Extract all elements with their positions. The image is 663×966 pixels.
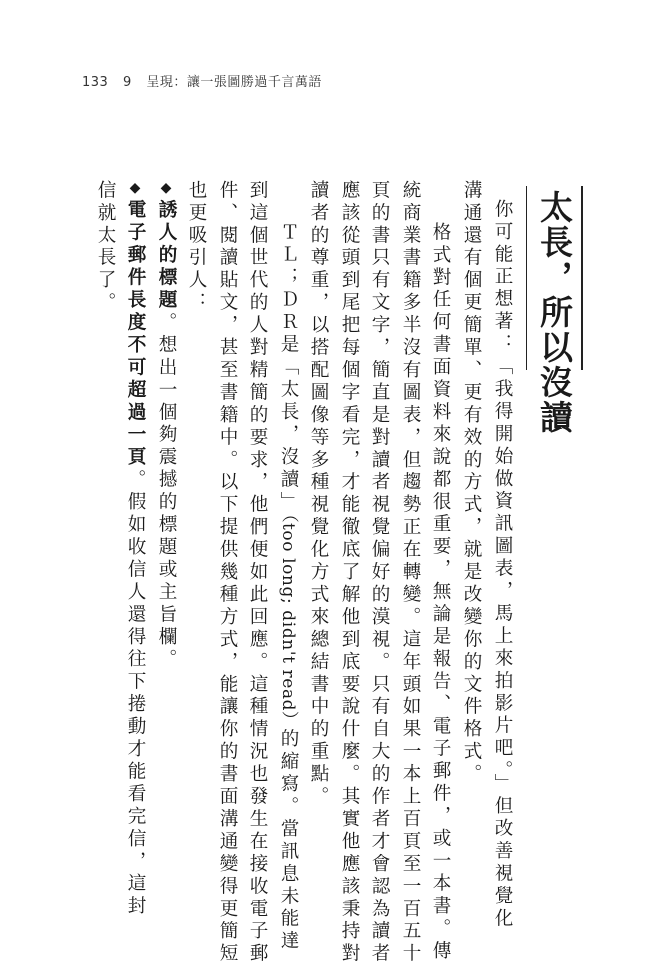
- tldr-latin-text: （too long; didn't read）: [278, 513, 298, 729]
- bullet-item-1: [152, 180, 180, 671]
- diamond-bullet-icon: ◆: [127, 180, 143, 200]
- chapter-title: 呈現：讓一張圖勝過千言萬語: [146, 75, 322, 90]
- paragraph-3-line-2: 到這個世代的人對精簡的要求，他們便如此回應。這種情況也發生在接收電子郵: [247, 180, 268, 966]
- bullet-1-text: 。想出一個夠震撼的標題或主旨欄。: [156, 312, 177, 672]
- paragraph-1-line-2: 溝通還有個更簡單、更有效的方式，就是改變你的文件格式。: [461, 180, 482, 787]
- bullet-item-2: [121, 180, 149, 918]
- paragraph-2-line-4: 應該從頭到尾把每個字看完，才能徹底了解他到底要說什麼。其實他應該秉持對: [339, 180, 360, 966]
- bullet-2-text: 。假如收信人還得往下捲動才能看完信，這封: [125, 469, 146, 919]
- paragraph-3-line-3: 件、閱讀貼文，甚至書籍中。以下提供幾種方式，能讓你的書面溝通變得更簡短: [217, 180, 238, 966]
- paragraph-2-line-3: 頁的書只有文字，簡直是對讀者視覺偏好的漠視。只有自大的作者才會認為讀者: [369, 180, 390, 966]
- bullet-2-bold: 電子郵件長度不可超過一頁: [125, 199, 146, 470]
- paragraph-2-line-1: 格式對任何書面資料來說都很重要，無論是報告、電子郵件，或一本書。傳: [430, 222, 451, 963]
- paragraph-1-line-1: 你可能正想著：「我得開始做資訊圖表，馬上來拍影片吧。」但改善視覺化: [492, 199, 513, 931]
- final-line: 信就太長了。: [95, 180, 116, 315]
- paragraph-3-line-1: [274, 222, 302, 953]
- chapter-number: 9: [122, 75, 132, 90]
- bullet-1-bold: 誘人的標題: [156, 199, 177, 313]
- paragraph-2-line-5: 讀者的尊重，以搭配圖像等多種視覺化方式來總結書中的重點。: [308, 180, 329, 809]
- tldr-text-a: ＴＬ；ＤＲ是「太長，沒讀」: [278, 222, 299, 514]
- tldr-text-b: 的縮寫。當訊息未能達: [278, 728, 299, 954]
- paragraph-3-line-4: 也更吸引人：: [186, 180, 207, 315]
- paragraph-2-line-2: 統商業書籍多半沒有圖表，但趨勢正在轉變。這年頭如果一本上百頁至一百五十: [400, 180, 421, 966]
- diamond-bullet-icon: ◆: [158, 180, 174, 200]
- running-head: [82, 71, 332, 90]
- page-number: 133: [82, 75, 109, 90]
- section-title-frame: [526, 186, 583, 435]
- section-title: 太長，所以沒讀: [535, 190, 574, 435]
